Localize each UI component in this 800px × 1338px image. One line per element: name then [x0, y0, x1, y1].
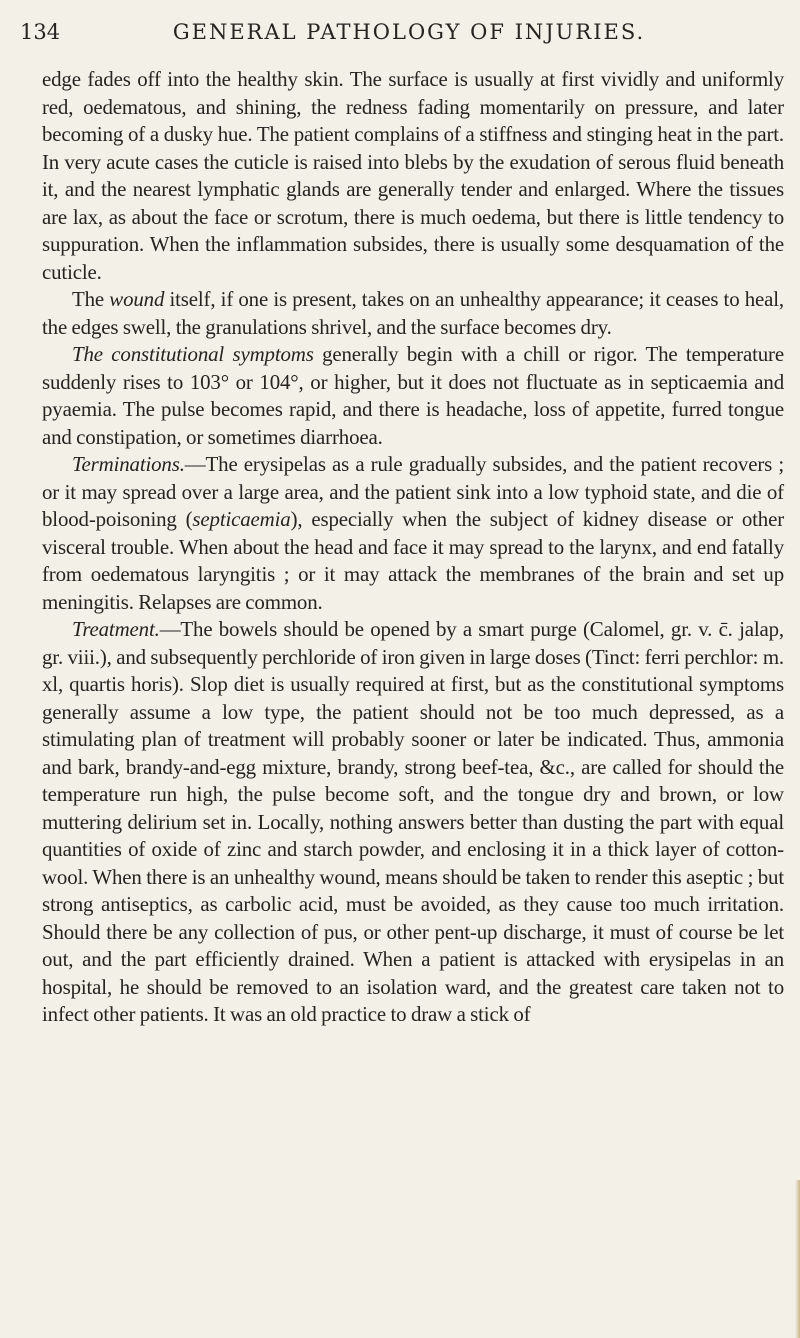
italic-text: Terminations. [72, 452, 185, 476]
text-run: —The erysipelas as a rule gradually subsides, and the patient recovers ; or it may spread over a large area, and the patient sink into a low typhoid state, and die of blood-poisoning ( [42, 452, 784, 531]
italic-text: wound [109, 287, 165, 311]
running-title: GENERAL PATHOLOGY OF INJURIES. [172, 20, 646, 44]
body-text [42, 66, 784, 1029]
text-run: edge fades off into the healthy skin. The surface is usually at first vividly and uniformly red, oedematous, and shining, the redness fading momentarily on pressure, and later becoming of a dusky hue. The patient complains of a stiffness and stinging heat in the part. In very acute cases the cuticle is raised into blebs by the exudation of serous fluid beneath it, and the nearest lymphatic glands are generally tender and enlarged. Where the tissues are lax, as about the face or scrotum, there is much oedema, but there is little tendency to suppuration. When the inflammation subsides, there is usually some desquamation of the cuticle. [42, 67, 784, 284]
text-run: itself, if one is present, takes on an unhealthy appearance; it ceases to heal, the edges swell, the granulations shrivel, and the surface becomes dry. [42, 287, 784, 339]
italic-text: septicaemia [192, 507, 291, 531]
paragraph [42, 451, 784, 616]
page-edge-shadow [795, 1180, 800, 1338]
paragraph [42, 66, 784, 286]
italic-text: The constitutional symptoms [72, 342, 314, 366]
text-run: generally begin with a chill or rigor. The temperature suddenly rises to 103° or 104°, or higher, but it does not fluctuate as in septicaemia and pyaemia. The pulse becomes rapid, and there is headache, loss of appetite, furred tongue and constipation, or sometimes diarrhoea. [42, 342, 784, 449]
page-header [20, 20, 778, 50]
text-run: —The bowels should be opened by a smart purge (Calomel, gr. v. c̄. jalap, gr. viii.), and subsequently perchloride of iron given in large doses (Tinct: ferri perchlor: m. xl, quartis horis). Slop diet is usually required at first, but as the constitutional symptoms generally assume a low type, the patient should not be too much depressed, as a stimulating plan of treatment will probably sooner or later be indicated. Thus, ammonia and bark, brandy-and-egg mixture, brandy, strong beef-tea, &c., are called for should the temperature run high, the pulse become soft, and the tongue dry and brown, or low muttering delirium set in. Locally, nothing answers better than dusting the part with equal quantities of oxide of zinc and starch powder, and enclosing it in a thick layer of cotton-wool. When there is an unhealthy wound, means should be taken to render this aseptic ; but strong antiseptics, as carbolic acid, must be avoided, as they cause too much irritation. Should there be any collection of pus, or other pent-up discharge, it must of course be let out, and the part efficiently drained. When a patient is attacked with erysipelas in an hospital, he should be removed to an isolation ward, and the greatest care taken not to infect other patients. It was an old practice to draw a stick of [42, 617, 784, 1026]
text-run: ), especially when the subject of kidney disease or other visceral trouble. When about the head and face it may spread to the larynx, and end fatally from oedematous laryngitis ; or it may attack the membranes of the brain and set up meningitis. Relapses are common. [42, 507, 784, 614]
page-number: 134 [20, 20, 61, 44]
paragraph [42, 286, 784, 341]
paragraph [42, 341, 784, 451]
italic-text: Treatment. [72, 617, 160, 641]
text-run: The [72, 287, 110, 311]
paragraph [42, 616, 784, 1029]
